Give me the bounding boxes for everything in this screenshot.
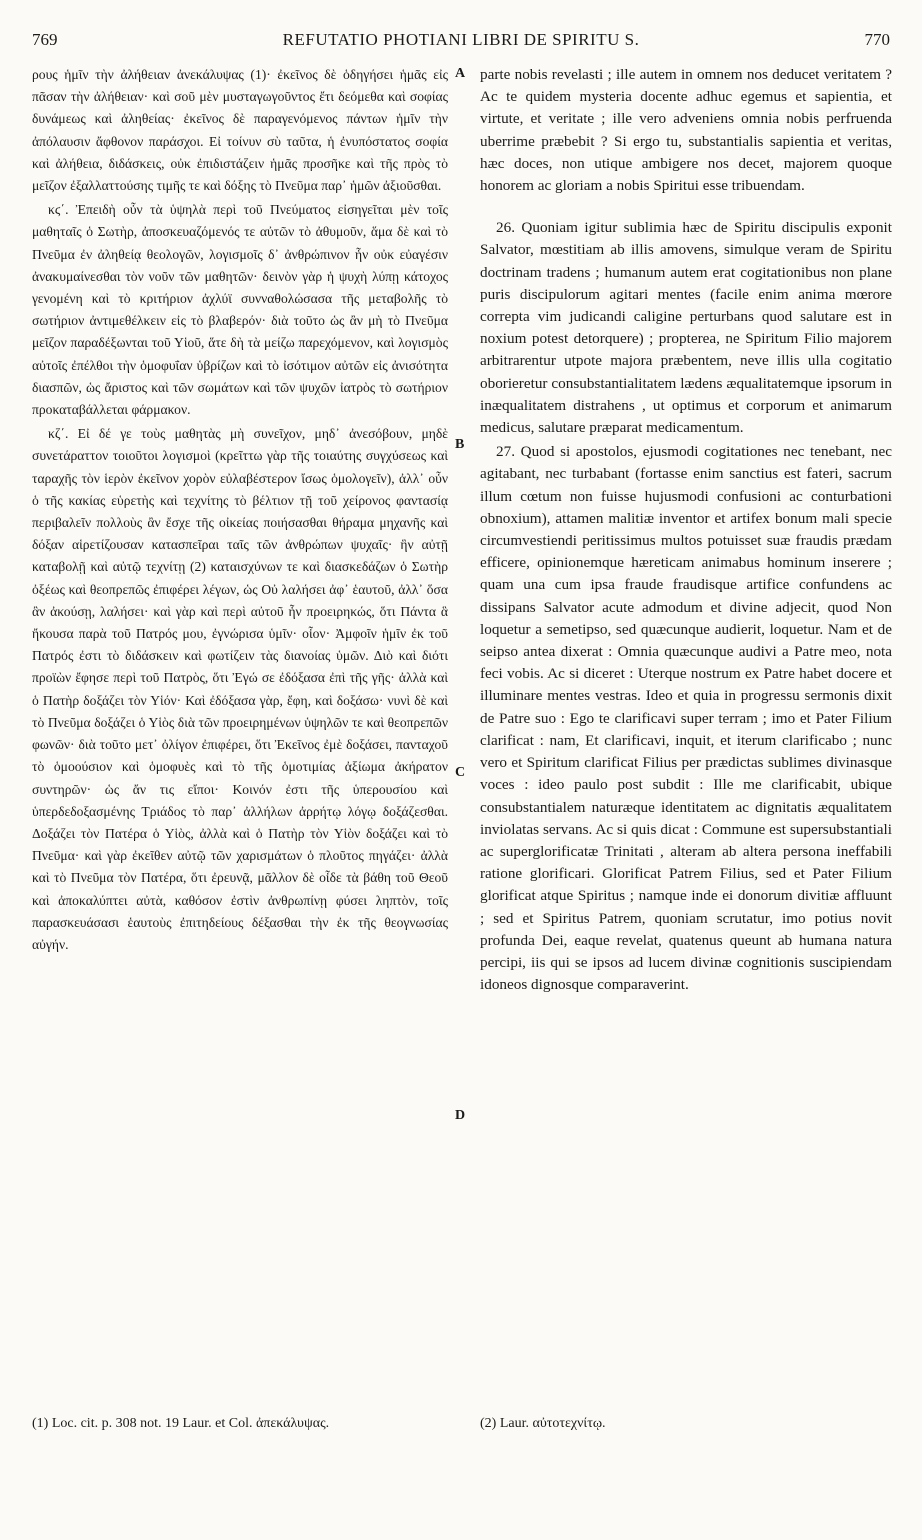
margin-letter-d: D — [455, 1108, 466, 1123]
greek-paragraph-1: ρους ἡμῖν τὴν ἀλήθειαν ἀνεκάλυψας (1)· ἐκεῖνος δὲ ὁδηγήσει ἡμᾶς εἰς πᾶσαν τὴν ἀλήθειαν· καὶ σοῦ μὲν μυσταγωγοῦντος ἔτι δεόμεθα καὶ σοφίας δυνάμεως καὶ ἀληθείας· ἐκεῖνος δὲ παραγενόμενος πάντων ἡμῖν τὴν ἀπόλαυσιν ἄφθονον παράσχοι. Εἰ τοίνυν σὺ ταῦτα, ἡ ἐνυπόστατος σοφία καὶ ἀλήθεια, διδάσκεις, οὐκ ἐπιδιστάζειν ἡμᾶς προσῆκε καὶ τῆς πρὸς τὸ μεῖζον ἐξαλλαττούσης τιμῆς τε καὶ δόξης τὸ Πνεῦμα παρ᾽ ἡμῶν ἀξιοῦσθαι. — [32, 67, 448, 194]
greek-column — [32, 64, 448, 956]
latin-paragraph-27: 27. Quod si apostolos, ejusmodi cogitationes nec tenebant, nec agitabant, nec turbabant (fortasse enim sanctius est fateri, sacrum illum cœtum non fuisse hujusmodi confusioni ac conturbationi obnoxium), attamen malitiæ inventor et artifex bonum mali specie circumvestiendi peritissimus multos potuisset suæ fraudis prædam efficere, opinionemque hæreticam animabus hominum inserere ; quam una cum ipsa fraude fraudisque artifice confundens ac dissipans Salvator acute admodum et divine adjecit, quod Non loquetur a semetipso, sed quæcunque audierit, loquetur. Nam et de seipso antea dixerat : Omnia quæcunque audivi a Patre meo, nota feci vobis. Ac si diceret : Uterque nostrum ex Patre habet docere et illuminare mentes vestras. Ideo et quia in progressu sermonis dixit de Patre suo : Ego te clarificavi super terram ; imo et Pater Filium clarificat : nam, Et clarificavi, inquit, et iterum clarificabo ; nunc vero et Spiritum clarificat Filius per prædictas sublimes divinasque voces : ideo paulo post subdit : Ille me clarificabit, ubique consubstantialem naturæque identitatem ac dignitatis æqualitatem inviolatas servans. Ac si quis dicat : Commune est supersubstantiali ac superglorificatæ Trinitati , alteram ab altera persona ineffabili ratione glorificari. Glorificat Patrem Filius, sed et Pater Filium glorificat atque Spiritus ; namque inde ei donorum divitiæ affluunt ; sed et Spiritus Patrem, quoniam scrutatur, imo potius novit profunda Dei, eaque revelat, quatenus queunt ab humana natura percipi, iis qui se ipsos ad lucem divinæ cognitionis suscipiendam idoneos dignosque comparaverint. — [480, 443, 892, 994]
footnote-right: (2) Laur. αὐτοτεχνίτῳ. — [480, 1416, 606, 1431]
greek-paragraph-26: κϛ΄. Ἐπειδὴ οὖν τὰ ὑψηλὰ περὶ τοῦ Πνεύματος εἰσηγεῖται μὲν τοῖς μαθηταῖς ὁ Σωτὴρ, ἀποσκευαζόμενός τε αὐτῶν τὸ ἀθυμοῦν, ἅμα δὲ καὶ τὸ Πνεῦμα ἐν ἀληθείᾳ θεολογῶν, λογισμοῖς δ᾽ ἀνθρώπινον ἦν οὐκ εὐαγέσιν ἀνακυμαίνεσθαι τὸν νοῦν τῶν μαθητῶν· δεινὸν γὰρ ἡ ψυχὴ λύπῃ κάτοχος γενομένη καὶ τὸ κριτήριον ἀχλύϊ συνναθολώσασα τῆς μεταβολῆς τὸ σωτήριον ἀντιμεθέλκειν εἰς τὸ βλαβερόν· διὰ τοῦτο ὡς ἂν μὴ τὸ Πνεῦμα μεῖζον παραδέξωνται τοῦ Υἱοῦ, ἅτε δὴ τὰ μείζω παρεχόμενον, καὶ λογισμὸς αὐτοῖς ἐπέλθοι τὴν ὁμοφυΐαν ὑβρίζων καὶ τὸ ἰσότιμον αὐτῶν εἰς ἀνισότητα διασπῶν, ὡς ἄριστος καὶ τῶν σωμάτων καὶ τῶν ψυχῶν ἰατρὸς τὸ σωτήριον προκαταβάλλεται φάρμακον. — [32, 202, 448, 418]
running-header — [32, 30, 890, 60]
margin-letter-a: A — [455, 66, 466, 81]
greek-paragraph-27: κζ΄. Εἰ δέ γε τοὺς μαθητὰς μὴ συνεῖχον, μηδ᾽ ἀνεσόβουν, μηδὲ συνετάραττον τοιοῦτοι λογισμοὶ (κρεῖττω γὰρ τῆς τοιαύτης συγχύσεως καὶ ταραχῆς τὸν ἱερὸν ἐκεῖνον χορὸν εὐλαβέστερον ἴσως ὁμολογεῖν), ἀλλ᾽ οὖν ὁ τῆς κακίας εὑρετὴς καὶ τεχνίτης τὸ βέλτιον τῇ τοῦ χείρονος φαντασίᾳ περιβαλεῖν πολλοὺς ἂν ἔσχε τῆς οἰκείας ποιήσασθαι θήραμα μηχανῆς καὶ δόξαν αἱρετίζουσαν κατασπεῖραι ταῖς τῶν ἀνθρώπων ψυχαῖς· ἣν αὐτῇ καταβολῇ καὶ αὐτῷ τεχνίτῃ (2) καταισχύνων τε καὶ διασκεδάζων ὁ Σωτὴρ ὀξέως καὶ θεοπρεπῶς ἐπιφέρει λέγων, ὡς Οὐ λαλήσει ἀφ᾽ ἑαυτοῦ, ἀλλ᾽ ὅσα ἂν ἀκούσῃ, λαλήσει· καὶ γὰρ καὶ περὶ αὐτοῦ ἦν προειρηκώς, ὅτι Πάντα ἃ ἤκουσα παρὰ τοῦ Πατρός μου, ἐγνώρισα ὑμῖν· οἷον· Ἀμφοῖν ἡμῖν ἐκ τοῦ Πατρός ἐστι τὸ διδάσκειν καὶ φωτίζειν τὰς διανοίας ὑμῶν. Διὸ καὶ διότι προϊὼν ἔφησε περὶ τοῦ Πατρὸς, ὅτι Ἐγώ σε ἐδόξασα ἐπὶ τῆς γῆς· ἀλλὰ καὶ ὁ Πατὴρ δοξάζει τὸν Υἱόν· Καὶ ἐδόξασα γὰρ, ἔφη, καὶ δοξάσω· νυνὶ δὲ καὶ τὸ Πνεῦμα δοξάζει ὁ Υἱὸς διὰ τῶν προειρημένων ὑψηλῶν τε καὶ θεοπρεπῶν φωνῶν· διὰ τοῦτο μετ᾽ ὀλίγον ἐπιφέρει, ὅτι Ἐκεῖνος ἐμὲ δοξάσει, πανταχοῦ τὸ ὁμοούσιον καὶ ὁμοφυὲς καὶ τὸ τῆς ὁμοτιμίας ἀξίωμα ἀκήρατον συντηρῶν· ὡς ἄν τις εἴποι· Κοινόν ἐστι τῆς ὑπερουσίου καὶ ὑπερδεδοξασμένης Τριάδος τὸ παρ᾽ ἀλλήλων ἀρρήτῳ λόγῳ δοξάζεσθαι. Δοξάζει τὸν Πατέρα ὁ Υἱὸς, ἀλλὰ καὶ ὁ Πατὴρ τὸν Υἱὸν δοξάζει καὶ τὸ Πνεῦμα· καὶ γὰρ ἐκεῖθεν αὐτῷ τῶν χαρισμάτων ὁ πλοῦτος πηγάζει· ἀλλὰ καὶ τὸ Πνεῦμα τὸν Πατέρα, ὅτι ἐρευνᾷ, μᾶλλον δὲ οἶδε τὰ βάθη τοῦ Θεοῦ καὶ ἀποκαλύπτει αὐτὰ, καθόσον ἐστὶν ἀνθρωπίνῃ φύσει ληπτὸν, τοῖς παρασκευάσασι ἑαυτοὺς ἐπιτηδείους δέξασθαι τὴν ἐκ τῆς θεογνωσίας αὐγήν. — [32, 426, 448, 952]
footnote-left: (1) Loc. cit. p. 308 not. 19 Laur. et Col. ἀπεκάλυψας. — [32, 1416, 330, 1431]
running-title: REFUTATIO PHOTIANI LIBRI DE SPIRITU S. — [282, 30, 640, 49]
latin-column — [480, 64, 892, 996]
page-number-right: 770 — [864, 30, 890, 49]
latin-paragraph-26: 26. Quoniam igitur sublimia hæc de Spiritu discipulis exponit Salvator, mœstitiam ab illis amovens, simulque veram de Spiritu doctrinam tradens ; humanum autem erat cogitationibus non plane puris discipulorum agitari mentes (facile enim anima mœrore correpta vim judicandi caligine perturbans quod salutare est in noxium potest detorquere) ; propterea, ne Spiritum Filio majorem arbitrarentur utpote majora præbentem, neve illis ulla cogitatio oborieretur consubstantialitatem lædens æqualitatemque ipsorum in inæqualitatem distrahens , ut optimus et corporum et animarum medicus, salutare præparat medicamentum. — [480, 219, 892, 437]
latin-paragraph-1: parte nobis revelasti ; ille autem in omnem nos deducet veritatem ? Ac te quidem mysteria docente adhuc egemus et sapientia, et virtute, et veritate ; ille vero adveniens omnia nobis perfruenda uberrime præbebit ? Si ergo tu, substantialis sapientia et veritas, hæc doces, non utique ambigere nos decet, majorem quoque honorem ac gloriam a nobis Spiritui esse tribuendam. — [480, 66, 892, 195]
margin-letter-c: C — [455, 765, 466, 780]
margin-letter-b: B — [455, 437, 465, 452]
page-number-left: 769 — [32, 30, 58, 49]
